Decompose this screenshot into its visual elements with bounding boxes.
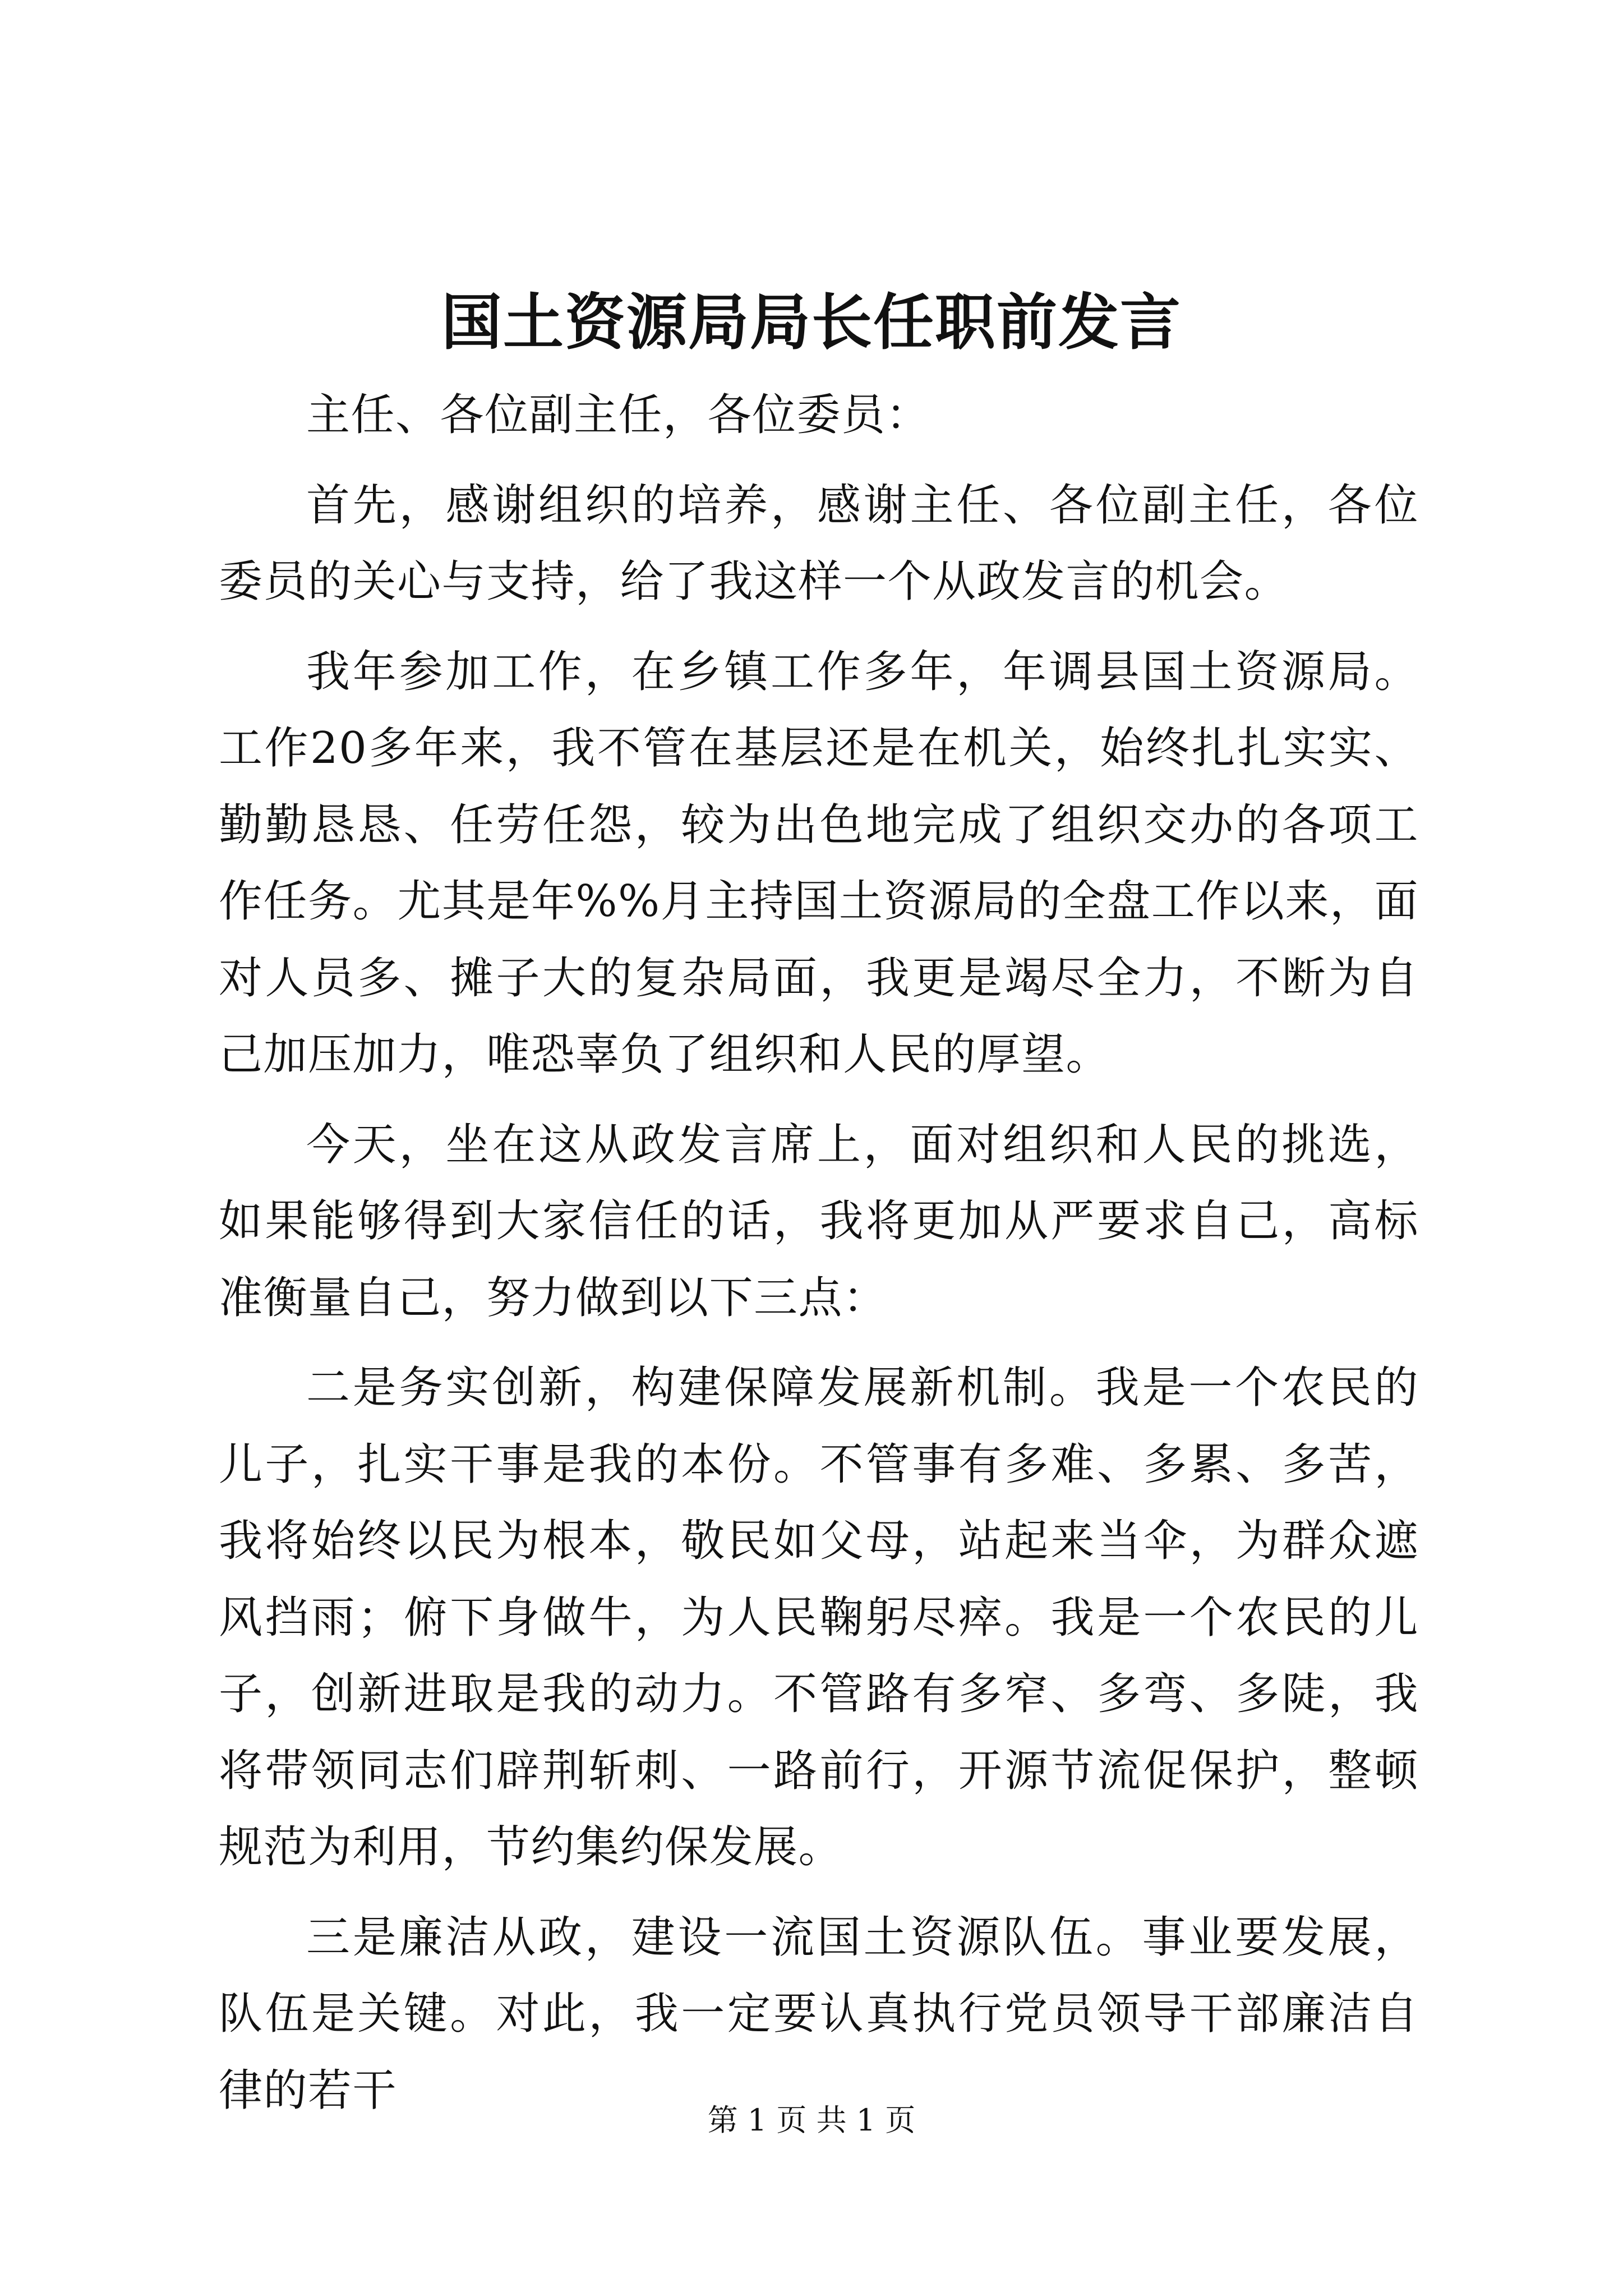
body-paragraph: 首先，感谢组织的培养，感谢主任、各位副主任，各位委员的关心与支持，给了我这样一个从政发言的机会。 <box>219 480 1419 607</box>
salutation-paragraph: 主任、各位副主任，各位委员： <box>306 390 931 440</box>
body-paragraph: 今天，坐在这从政发言席上，面对组织和人民的挑选，如果能够得到大家信任的话，我将更加从严要求自己，高标准衡量自己，努力做到以下三点： <box>219 1119 1419 1323</box>
page-number-footer: 第 1 页 共 1 页 <box>707 2102 916 2138</box>
document-title: 国土资源局局长任职前发言 <box>441 287 1182 358</box>
body-paragraph: 我年参加工作，在乡镇工作多年，年调县国土资源局。工作20多年来，我不管在基层还是在机关，始终扎扎实实、勤勤恳恳、任劳任怨，较为出色地完成了组织交办的各项工作任务。尤其是年%%月主持国土资源局的全盘工作以来，面对人员多、摊子大的复杂局面，我更是竭尽全力，不断为自己加压加力，唯恐辜负了组织和人民的厚望。 <box>219 646 1419 1080</box>
document-body <box>219 377 1419 2142</box>
body-paragraph: 二是务实创新，构建保障发展新机制。我是一个农民的儿子，扎实干事是我的本份。不管事有多难、多累、多苦，我将始终以民为根本，敬民如父母，站起来当伞，为群众遮风挡雨；俯下身做牛，为人民鞠躬尽瘁。我是一个农民的儿子，创新进取是我的动力。不管路有多窄、多弯、多陡，我将带领同志们辟荆斩刺、一路前行，开源节流促保护，整顿规范为利用，节约集约保发展。 <box>219 1363 1419 1872</box>
body-paragraph: 三是廉洁从政，建设一流国土资源队伍。事业要发展，队伍是关键。对此，我一定要认真执行党员领导干部廉洁自律的若干 <box>219 1912 1419 2116</box>
